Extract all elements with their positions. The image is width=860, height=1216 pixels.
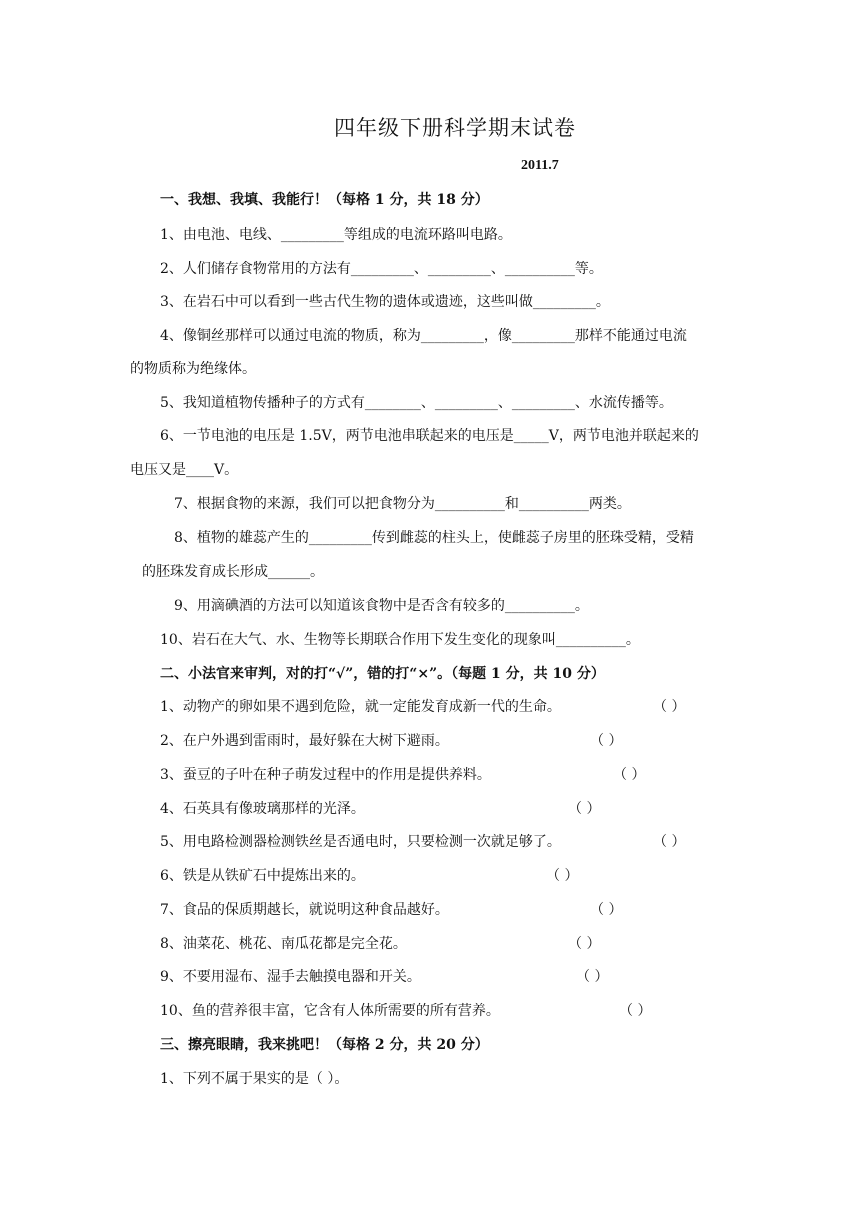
s2-answer-box-7[interactable]: （ ） — [590, 902, 623, 918]
s2-statement-6: 6、铁是从铁矿石中提炼出来的。 — [160, 868, 365, 884]
s2-statement-10: 10、鱼的营养很丰富，它含有人体所需要的所有营养。 — [160, 1003, 500, 1019]
s1-question-8-line2: 的胚珠发育成长形成______。 — [142, 564, 324, 580]
s1-question-1: 1、由电池、电线、_________等组成的电流环路叫电路。 — [160, 227, 512, 243]
s1-question-3: 3、在岩石中可以看到一些古代生物的遗体或遗迹，这些叫做_________。 — [160, 294, 610, 310]
page-title: 四年级下册科学期末试卷 — [334, 116, 576, 140]
exam-date: 2011.7 — [521, 158, 559, 173]
s2-answer-box-9[interactable]: （ ） — [576, 969, 609, 985]
s2-answer-box-4[interactable]: （ ） — [568, 801, 601, 817]
s2-answer-box-10[interactable]: （ ） — [619, 1003, 652, 1019]
s1-question-8-line1: 8、植物的雄蕊产生的_________传到雌蕊的柱头上，使雌蕊子房里的胚珠受精，受精 — [174, 530, 694, 546]
s2-statement-2: 2、在户外遇到雷雨时，最好躲在大树下避雨。 — [160, 733, 449, 749]
s3-question-1: 1、下列不属于果实的是（ ）。 — [160, 1071, 349, 1087]
s1-question-9: 9、用滴碘酒的方法可以知道该食物中是否含有较多的__________。 — [174, 598, 589, 614]
section3-heading: 三、擦亮眼睛，我来挑吧！（每格 2 分，共 20 分） — [160, 1037, 489, 1053]
s2-statement-8: 8、油菜花、桃花、南瓜花都是完全花。 — [160, 936, 407, 952]
s1-question-7: 7、根据食物的来源，我们可以把食物分为__________和__________两类。 — [174, 496, 631, 512]
s1-question-5: 5、我知道植物传播种子的方式有________、_________、_________、水流传播等。 — [160, 395, 673, 411]
s2-statement-5: 5、用电路检测器检测铁丝是否通电时，只要检测一次就足够了。 — [160, 834, 561, 850]
s1-question-6-line2: 电压又是____V。 — [130, 462, 239, 478]
s2-statement-3: 3、蚕豆的子叶在种子萌发过程中的作用是提供养料。 — [160, 767, 491, 783]
s2-statement-9: 9、不要用湿布、湿手去触摸电器和开关。 — [160, 969, 421, 985]
section2-heading: 二、小法官来审判，对的打“√”，错的打“×”。（每题 1 分，共 10 分） — [160, 666, 605, 682]
s2-answer-box-6[interactable]: （ ） — [546, 868, 579, 884]
s1-question-6-line1: 6、一节电池的电压是 1.5V，两节电池串联起来的电压是_____V，两节电池并联起来的 — [160, 428, 699, 444]
s2-answer-box-2[interactable]: （ ） — [590, 733, 623, 749]
s1-question-4-line1: 4、像铜丝那样可以通过电流的物质，称为_________，像_________那样不能通过电流 — [160, 328, 687, 344]
s1-question-4-line2: 的物质称为绝缘体。 — [130, 361, 256, 377]
s2-answer-box-5[interactable]: （ ） — [653, 834, 686, 850]
section1-heading: 一、我想、我填、我能行！（每格 1 分，共 18 分） — [160, 192, 489, 208]
s1-question-2: 2、人们储存食物常用的方法有_________、_________、__________等。 — [160, 261, 603, 277]
s1-question-10: 10、岩石在大气、水、生物等长期联合作用下发生变化的现象叫__________。 — [160, 632, 640, 648]
s2-statement-4: 4、石英具有像玻璃那样的光泽。 — [160, 801, 365, 817]
s2-answer-box-8[interactable]: （ ） — [568, 936, 601, 952]
s2-statement-7: 7、食品的保质期越长，就说明这种食品越好。 — [160, 902, 449, 918]
s2-statement-1: 1、动物产的卵如果不遇到危险，就一定能发育成新一代的生命。 — [160, 699, 561, 715]
s2-answer-box-3[interactable]: （ ） — [613, 767, 646, 783]
s2-answer-box-1[interactable]: （ ） — [653, 699, 686, 715]
